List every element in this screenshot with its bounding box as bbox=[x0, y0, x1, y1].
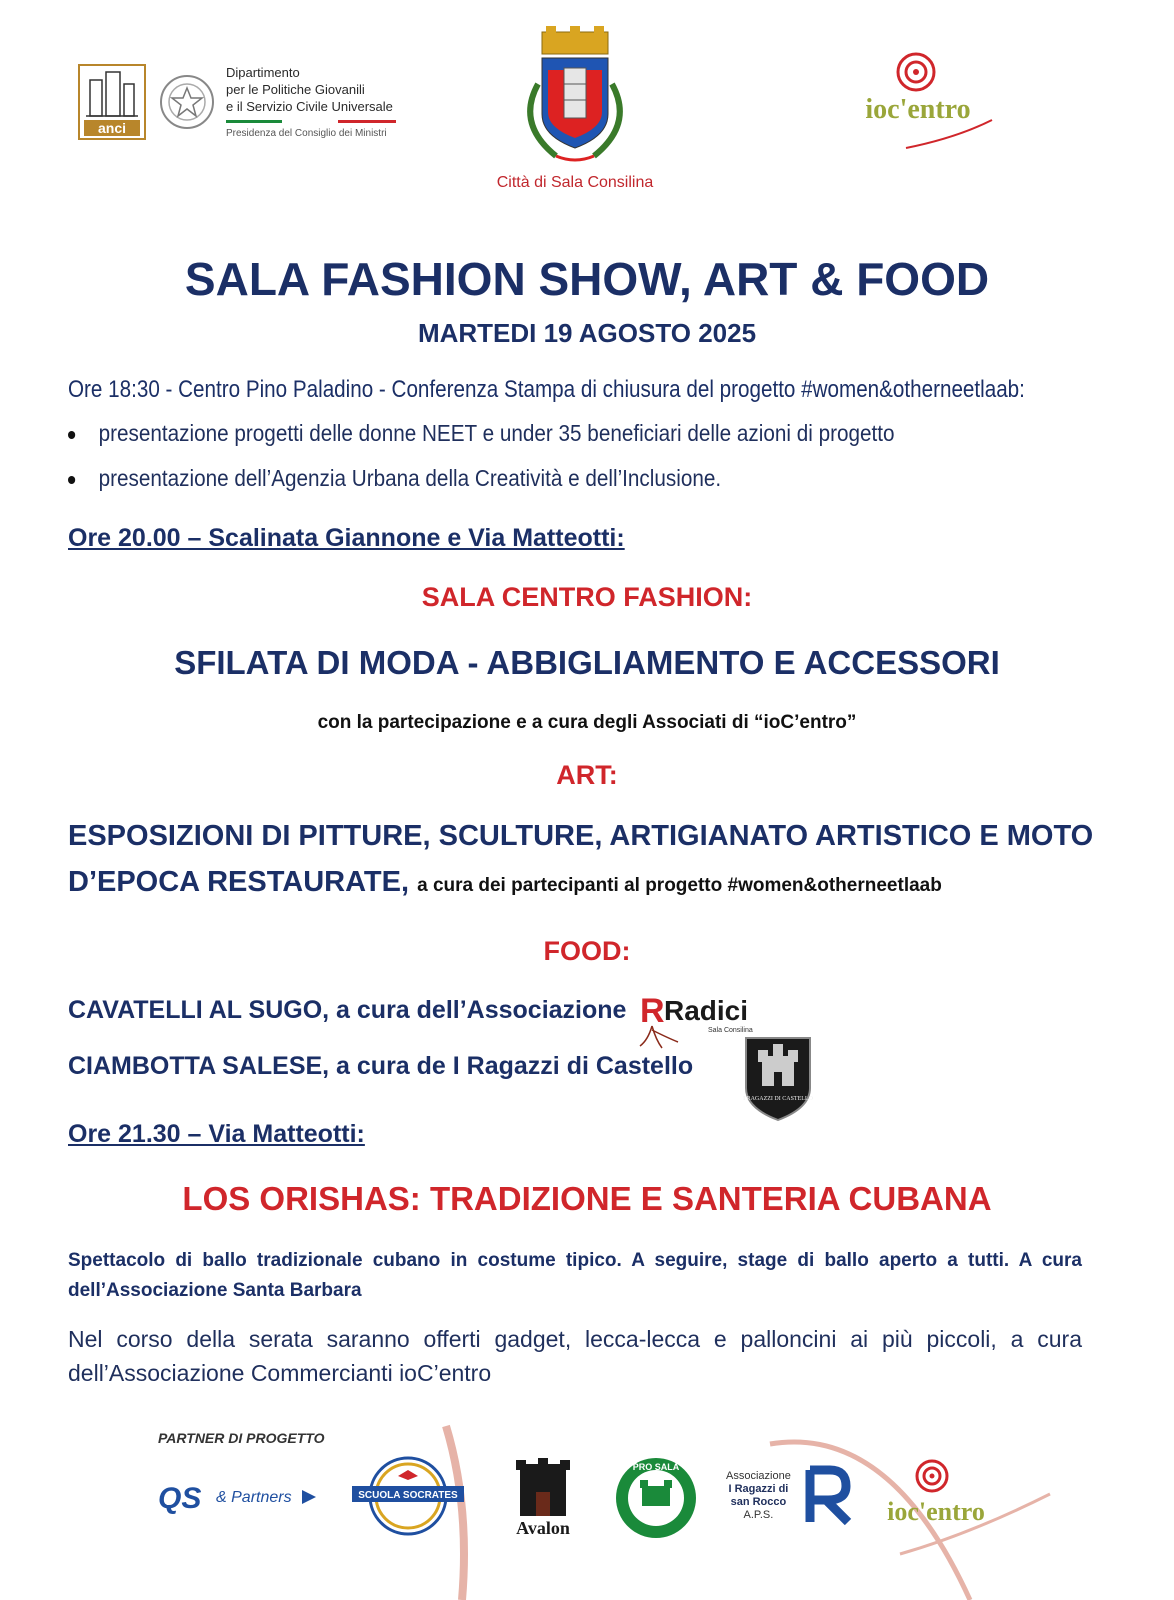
bullet-item bbox=[68, 420, 895, 447]
exhibitions-line-2 bbox=[68, 866, 942, 899]
exhibitions-text: D’EPOCA RESTAURATE, bbox=[68, 866, 410, 898]
bullet-dot-icon bbox=[68, 431, 75, 439]
rocco-line-3: san Rocco bbox=[730, 1496, 787, 1508]
participation-note: con la partecipazione e a cura degli Associati di “ioC’entro” bbox=[317, 712, 857, 733]
qs-partners-logo bbox=[156, 1474, 326, 1520]
iocentro-label: ioc'entro bbox=[865, 94, 971, 125]
iocentro-logo bbox=[846, 42, 996, 152]
svg-text:R: R bbox=[640, 992, 665, 1030]
bullet-text: presentazione dell’Agenzia Urbana della Creatività e dell’Inclusione. bbox=[98, 465, 722, 491]
department-subtitle: Presidenza del Consiglio dei Ministri bbox=[226, 128, 387, 139]
qs-label: QS bbox=[158, 1482, 202, 1515]
avalon-label: Avalon bbox=[516, 1518, 570, 1538]
dept-line-1: Dipartimento bbox=[226, 65, 300, 80]
socrates-label: SCUOLA SOCRATES bbox=[358, 1490, 458, 1501]
scuola-socrates-logo bbox=[350, 1456, 466, 1536]
republic-emblem-icon bbox=[158, 64, 216, 140]
event-date: MARTEDI 19 AGOSTO 2025 bbox=[417, 318, 757, 348]
evening-note: Nel corso della serata saranno offerti gadget, lecca-lecca e palloncini ai più piccoli, a cura dell’Associazione Commercianti ioC’entro bbox=[68, 1326, 1082, 1386]
orishas-title: LOS ORISHAS: TRADIZIONE E SANTERIA CUBANA bbox=[182, 1180, 992, 1217]
dept-line-2: per le Politiche Giovanili bbox=[226, 82, 365, 97]
radici-logo bbox=[638, 990, 753, 1050]
pro-sala-logo bbox=[614, 1456, 698, 1540]
ragazzi-label: I RAGAZZI DI CASTELLO bbox=[743, 1096, 813, 1102]
tricolor-divider bbox=[226, 120, 396, 123]
anci-label: anci bbox=[97, 120, 127, 136]
bullet-text: presentazione progetti delle donne NEET e under 35 beneficiari delle azioni di progetto bbox=[98, 420, 895, 446]
exhibitions-line-1: ESPOSIZIONI DI PITTURE, SCULTURE, ARTIGIANATO ARTISTICO E MOTO bbox=[68, 820, 1094, 852]
city-crest-icon bbox=[508, 24, 642, 170]
schedule-heading-2130: Ore 21.30 – Via Matteotti: bbox=[68, 1120, 365, 1148]
partners-label: PARTNER DI PROGETTO bbox=[158, 1430, 325, 1446]
show-description: Spettacolo di ballo tradizionale cubano in costume tipico. A seguire, stage di ballo aperto a tutti. A cura dell’Associazione Santa Barbara bbox=[68, 1250, 1082, 1301]
anci-logo bbox=[78, 64, 146, 140]
radici-sub: Sala Consilina bbox=[708, 1027, 753, 1034]
department-name bbox=[226, 64, 393, 115]
ragazzi-castello-logo bbox=[740, 1032, 816, 1122]
exhibitions-note: a cura dei partecipanti al progetto #women&otherneetlaab bbox=[417, 875, 942, 896]
ciambotta-line: CIAMBOTTA SALESE, a cura de I Ragazzi di Castello bbox=[68, 1052, 694, 1080]
rocco-line-1: Associazione bbox=[726, 1470, 791, 1482]
city-name: Città di Sala Consilina bbox=[496, 174, 654, 191]
bullet-item bbox=[68, 465, 721, 492]
dept-line-3: e il Servizio Civile Universale bbox=[226, 99, 393, 114]
cavatelli-line: CAVATELLI AL SUGO, a cura dell’Associazione bbox=[68, 996, 627, 1024]
fashion-heading: SALA CENTRO FASHION: bbox=[421, 582, 753, 612]
qs-partners-label: & Partners bbox=[216, 1489, 292, 1506]
radici-label: Radici bbox=[664, 995, 749, 1026]
iocentro-partner-label: ioc'entro bbox=[887, 1497, 985, 1526]
rocco-line-2: I Ragazzi di bbox=[728, 1483, 789, 1495]
schedule-heading-2000: Ore 20.00 – Scalinata Giannone e Via Matteotti: bbox=[68, 524, 625, 552]
page-title: SALA FASHION SHOW, ART & FOOD bbox=[184, 253, 990, 305]
food-heading: FOOD: bbox=[543, 936, 631, 966]
pro-sala-label: PRO SALA bbox=[632, 1462, 680, 1472]
avalon-logo bbox=[506, 1456, 580, 1538]
conference-line: Ore 18:30 - Centro Pino Paladino - Conferenza Stampa di chiusura del progetto #women&otherneetlaab: bbox=[68, 376, 1025, 403]
rocco-line-4: A.P.S. bbox=[743, 1509, 774, 1521]
fashion-show-title: SFILATA DI MODA - ABBIGLIAMENTO E ACCESSORI bbox=[174, 644, 1000, 681]
art-heading: ART: bbox=[556, 760, 618, 790]
bullet-dot-icon bbox=[68, 476, 75, 484]
iocentro-partner-logo bbox=[880, 1456, 1000, 1536]
